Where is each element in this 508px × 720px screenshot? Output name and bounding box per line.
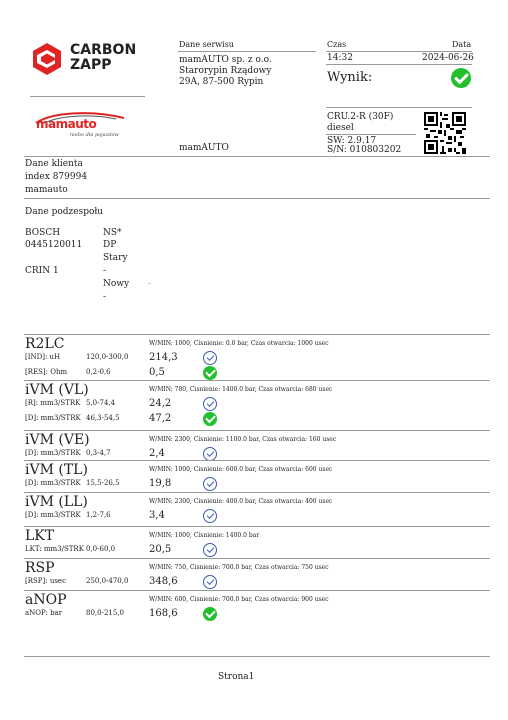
result-label: Wynik: <box>327 70 373 85</box>
measure-value: 214,3 <box>149 352 178 363</box>
measure-value: 0,5 <box>149 367 165 378</box>
measure-range: 0,2-0,6 <box>86 368 111 376</box>
mamauto-tagline: niebo dla pojazdów <box>70 132 119 138</box>
test-divider <box>24 460 490 461</box>
service-city: 29A, 87-500 Rypin <box>179 77 264 87</box>
measure-value: 19,8 <box>149 478 172 489</box>
measure-label: [D]: mm3/STRK <box>25 511 81 519</box>
test-conditions: W/MIN: 1000, Cisnienie: 0.0 bar, Czas otwarcia: 1000 usec <box>149 340 329 347</box>
measure-value: 3,4 <box>149 510 165 521</box>
test-name: iVM (TL) <box>25 462 88 478</box>
test-name: RSP <box>25 560 55 576</box>
component-heading: Dane podzespołu <box>25 207 104 217</box>
measure-label: [IND]: uH <box>25 353 61 361</box>
measure-label: [D]: mm3/STRK <box>25 479 81 487</box>
component-ns: NS* <box>103 228 122 238</box>
check-outline-icon <box>203 509 217 523</box>
date-value: 2024-06-26 <box>422 53 474 63</box>
service-divider <box>178 51 316 52</box>
mamauto-logo <box>32 110 132 142</box>
client-index: index 879994 <box>25 172 88 182</box>
footer-divider <box>24 656 490 657</box>
time-date-divider <box>326 51 472 52</box>
check-green-icon <box>203 607 217 621</box>
device-divider <box>326 134 416 135</box>
client-heading: Dane klienta <box>25 159 83 169</box>
component-dash-1: - <box>103 266 107 276</box>
measure-value: 168,6 <box>149 608 178 619</box>
test-name: iVM (LL) <box>25 494 88 510</box>
check-outline-icon <box>203 351 217 365</box>
time-label: Czas <box>327 40 347 49</box>
component-dash-orange: - <box>148 279 152 289</box>
qr-code-icon <box>424 112 466 154</box>
measure-label: [RSP]: usec <box>25 577 66 585</box>
test-divider <box>24 590 490 591</box>
component-number: 0445120011 <box>25 240 83 250</box>
serial-number: S/N: 010803202 <box>327 145 402 155</box>
service-street: Starorypin Rządowy <box>179 66 272 76</box>
component-dp: DP <box>103 240 117 250</box>
test-conditions: W/MIN: 2300, Cisnienie: 1100.0 bar, Czas otwarcia: 160 usec <box>149 436 337 443</box>
test-name: iVM (VE) <box>25 432 90 448</box>
measure-range: 250,0-470,0 <box>86 577 129 585</box>
measure-range: 120,0-300,0 <box>86 353 129 361</box>
test-name: LKT <box>25 528 55 544</box>
measure-value: 20,5 <box>149 544 172 555</box>
measure-label: aNOP: bar <box>25 609 63 617</box>
result-divider <box>326 107 472 108</box>
mamauto-logo-text: mamauto <box>36 117 97 131</box>
check-green-icon <box>203 412 217 426</box>
component-old-label: Stary <box>103 253 128 263</box>
logo-divider <box>30 96 145 97</box>
measure-value: 348,6 <box>149 576 178 587</box>
test-divider <box>24 492 490 493</box>
measure-label: [R]: mm3/STRK <box>25 399 81 407</box>
test-conditions: W/MIN: 600, Cisnienie: 700.0 bar, Czas otwarcia: 900 usec <box>149 596 329 603</box>
client-name: mamauto <box>25 185 68 195</box>
measure-label: [RES]: Ohm <box>25 368 68 376</box>
device-model: CRU.2-R (30F) <box>327 112 394 122</box>
device-fuel: diesel <box>327 123 354 133</box>
test-name: aNOP <box>25 592 67 608</box>
page-number: Strona1 <box>218 672 255 682</box>
measure-range: 80,0-215,0 <box>86 609 124 617</box>
measure-range: 5,0-74,4 <box>86 399 116 407</box>
carbon-logo-text: CARBON <box>70 42 137 58</box>
carbon-zapp-logo-icon <box>30 42 64 76</box>
carbon-zapp-logo <box>30 42 140 76</box>
component-brand: BOSCH <box>25 228 61 238</box>
check-outline-icon <box>203 543 217 557</box>
date-label: Data <box>452 40 472 49</box>
service-heading: Dane serwisu <box>179 40 234 49</box>
header-bottom-divider <box>24 156 490 157</box>
time-value: 14:32 <box>327 53 353 63</box>
test-conditions: W/MIN: 780, Cisnienie: 1400.0 bar, Czas otwarcia: 680 usec <box>149 386 333 393</box>
test-name: R2LC <box>25 336 65 352</box>
test-divider <box>24 526 490 527</box>
measure-range: 46,3-54,5 <box>86 414 120 422</box>
check-outline-icon <box>203 477 217 491</box>
test-divider <box>24 558 490 559</box>
test-conditions: W/MIN: 750, Cisnienie: 700.0 bar, Czas otwarcia: 750 usec <box>149 564 329 571</box>
test-divider <box>24 334 490 335</box>
test-conditions: W/MIN: 1000, Cisnienie: 1400.0 bar <box>149 532 260 539</box>
test-divider <box>24 430 490 431</box>
measure-range: 0,0-60,0 <box>86 545 116 553</box>
measure-range: 15,5-26,5 <box>86 479 120 487</box>
component-dash-2: - <box>103 292 107 302</box>
measure-range: 0,3-4,7 <box>86 449 111 457</box>
measure-label: LKT: mm3/STRK <box>25 545 84 553</box>
zapp-logo-text: ZAPP <box>70 57 112 73</box>
check-outline-icon <box>203 575 217 589</box>
test-conditions: W/MIN: 2300, Cisnienie: 400.0 bar, Czas otwarcia: 400 usec <box>149 498 333 505</box>
test-divider <box>24 380 490 381</box>
check-outline-icon <box>203 397 217 411</box>
component-new-label: Nowy <box>103 279 130 289</box>
client-divider <box>24 198 490 199</box>
test-name: iVM (VL) <box>25 382 89 398</box>
component-type: CRIN 1 <box>25 266 59 276</box>
measure-value: 2,4 <box>149 448 165 459</box>
check-green-icon <box>203 366 217 380</box>
check-outline-icon <box>203 447 217 461</box>
measure-label: [D]: mm3/STRK <box>25 414 81 422</box>
service-name: mamAUTO sp. z o.o. <box>179 55 272 65</box>
software-version: SW: 2.9.17 <box>327 136 377 146</box>
measure-value: 47,2 <box>149 413 172 424</box>
test-conditions: W/MIN: 1000, Cisnienie: 600.0 bar, Czas otwarcia: 600 usec <box>149 466 333 473</box>
measure-range: 1,2-7,6 <box>86 511 111 519</box>
time-value-divider <box>326 64 472 65</box>
result-ok-icon <box>451 68 471 88</box>
measure-label: [D]: mm3/STRK <box>25 449 81 457</box>
service-short-name: mamAUTO <box>179 143 229 153</box>
measure-value: 24,2 <box>149 398 172 409</box>
